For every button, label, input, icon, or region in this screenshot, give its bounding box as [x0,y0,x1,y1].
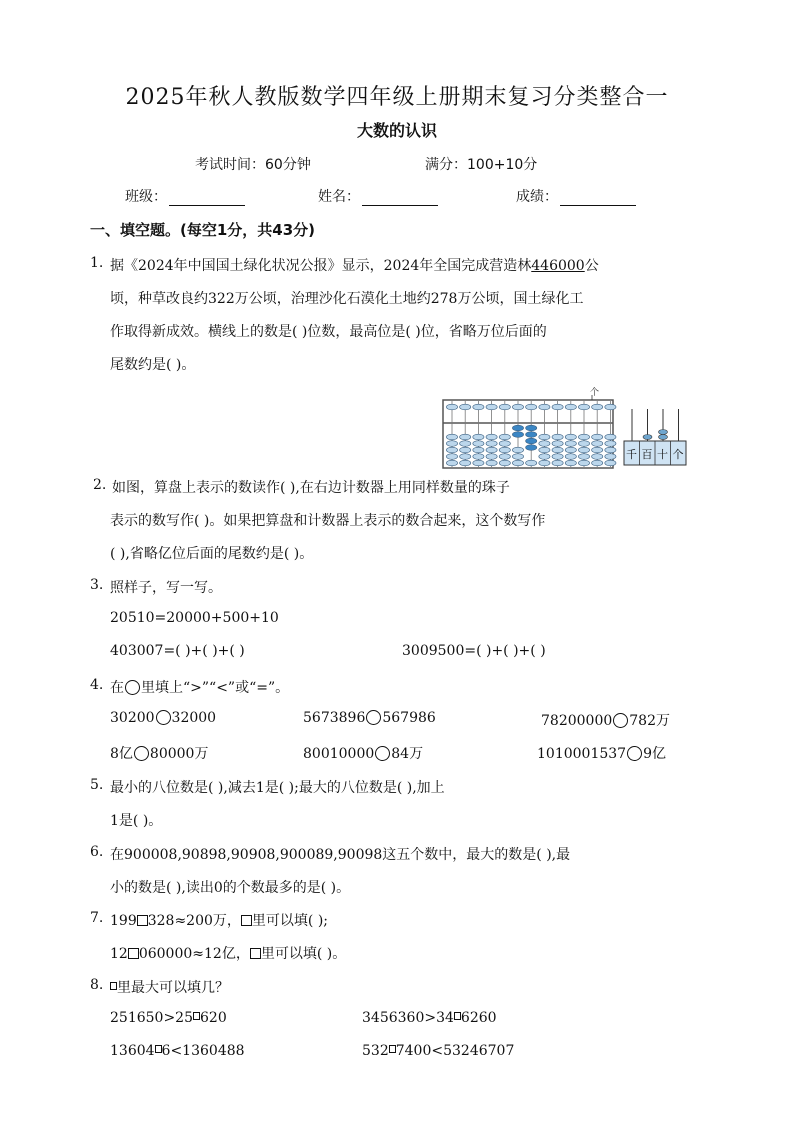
answer-square[interactable] [454,1012,461,1020]
q4-compare-5: 80010000 84万 [303,746,424,762]
abacus-bead [526,460,537,466]
answer-square[interactable] [193,1012,200,1020]
q5-line-2: 1是( )。 [110,813,163,829]
abacus-bead [446,460,457,466]
q2-line-1: 如图，算盘上表示的数读作( ),在右边计数器上用同样数量的珠子 [112,480,510,496]
q2-number: 2. [93,477,107,493]
abacus-bead [446,434,457,440]
q3-number: 3. [90,577,104,593]
q5-number: 5. [90,777,104,793]
abacus-bead [539,460,550,466]
abacus-bead [486,404,497,410]
q4-compare-1: 30200 32000 [110,710,217,726]
answer-circle[interactable] [375,746,390,761]
q8-line-1: 里最大可以填几？ [110,977,229,997]
answer-circle[interactable] [156,710,171,725]
abacus-bead [605,454,616,460]
counter [624,409,686,465]
abacus-bead [526,445,537,451]
full-score: 满分：100+10分 [425,157,538,173]
abacus-bead [473,434,484,440]
counter-bead [659,435,668,440]
q4-compare-6: 1010001537 9亿 [537,746,666,762]
square-box-icon [241,915,252,926]
page-title: 2025年秋人教版数学四年级上册期末复习分类整合一 [125,85,669,110]
q1-line-1: 据《2024年中国国土绿化状况公报》显示，2024年全国完成营造林446000公 [110,258,599,274]
abacus-bead [578,447,589,453]
score-field [516,186,636,206]
abacus-bead [605,441,616,447]
abacus-bead [578,434,589,440]
abacus-bead [460,441,471,447]
abacus-bead [539,441,550,447]
abacus-bead [539,447,550,453]
q1-line-2: 顷，种草改良约322万公顷，治理沙化石漠化土地约278万公顷，国土绿化工 [110,291,584,307]
page-subtitle: 大数的认识 [356,121,437,140]
abacus-bead [446,441,457,447]
q3-example: 20510=20000+500+10 [110,610,279,626]
abacus-bead [592,447,603,453]
q6-number: 6. [90,844,104,860]
q4-number: 4. [90,677,104,693]
abacus-bead [486,441,497,447]
abacus-bead [565,434,576,440]
q8-item-1: 251650>25 620 [110,1010,227,1026]
abacus-bead [605,447,616,453]
abacus-bead [565,441,576,447]
abacus-bead [592,434,603,440]
abacus-bead [473,404,484,410]
abacus-bead [512,460,523,466]
abacus-bead [552,404,563,410]
q3-item-2: 3009500=( )+( )+( ) [402,643,546,659]
q2-line-3: ( ),省略亿位后面的尾数约是( )。 [110,546,314,562]
exam-time: 考试时间：60分钟 [195,157,311,173]
abacus-bead [473,447,484,453]
q7-line-2: 12 060000≈12亿， 里可以填( )。 [110,946,347,962]
q7-line-1: 199 328≈200万， 里可以填( ); [110,913,329,929]
abacus-bead [578,404,589,410]
q1-line-4: 尾数约是( )。 [110,357,196,373]
abacus-bead [486,434,497,440]
q8-item-2: 3456360>34 6260 [362,1010,497,1026]
abacus-bead [578,460,589,466]
abacus-bead [592,454,603,460]
name-label: 姓名： [318,189,360,205]
abacus-bead [512,447,523,453]
circle-icon [125,680,140,695]
abacus-bead [552,441,563,447]
abacus-bead [565,454,576,460]
abacus-bead [539,404,550,410]
q7-number: 7. [90,910,104,926]
counter-rod-label: 千 [626,448,637,461]
abacus-bead [578,454,589,460]
counter-bead [659,430,668,435]
q6-line-2: 小的数是( ),读出0的个数最多的是( )。 [110,880,351,896]
counter-bead [643,435,652,440]
abacus-bead [526,432,537,438]
score-label: 成绩： [516,189,558,205]
score-blank[interactable] [560,191,636,206]
q1-number: 1. [90,255,104,271]
abacus-bead [499,460,510,466]
q4-line-1: 在 里填上“>”“<”或“=”。 [110,680,290,696]
answer-circle[interactable] [134,746,149,761]
q4-compare-2: 5673896 567986 [303,710,436,726]
abacus-bead [539,434,550,440]
q4-compare-3: 78200000 782万 [541,713,670,729]
small-square-icon [110,982,117,990]
abacus-bead [486,460,497,466]
abacus-bead [446,404,457,410]
abacus-bead [592,441,603,447]
q3-item-1: 403007=( )+( )+( ) [110,643,245,659]
abacus-bead [460,404,471,410]
class-field [125,186,245,206]
abacus-bead [446,454,457,460]
abacus-bead [605,404,616,410]
class-label: 班级： [125,189,167,205]
counter-rod-label: 十 [657,448,668,461]
answer-circle[interactable] [627,746,642,761]
abacus-top-mark: 个 [590,388,600,398]
abacus-bead [552,447,563,453]
q5-line-1: 最小的八位数是( ),减去1是( );最大的八位数是( ),加上 [110,780,445,796]
answer-square[interactable] [389,1045,396,1053]
square-box-icon [137,915,148,926]
q4-compare-4: 8亿 80000万 [110,746,209,762]
abacus [443,386,616,468]
counter-rod-label: 百 [641,448,653,461]
q3-line-1: 照样子，写一写。 [110,580,222,596]
q8-item-3: 13604 6<1360488 [110,1043,245,1059]
abacus-bead [512,425,523,431]
q1-line-3: 作取得新成效。横线上的数是( )位数，最高位是( )位，省略万位后面的 [110,324,547,340]
section-heading: 一、填空题。(每空1分，共43分) [90,221,316,239]
abacus-bead [460,447,471,453]
q8-item-4: 532 7400<53246707 [362,1043,515,1059]
abacus-bead [499,447,510,453]
abacus-bead [499,404,510,410]
answer-square[interactable] [155,1045,162,1053]
abacus-figure [440,385,700,470]
abacus-bead [499,434,510,440]
abacus-bead [565,460,576,466]
square-box-icon [250,948,261,959]
abacus-bead [552,454,563,460]
q1-underlined-number: 446000 [531,258,585,274]
q8-number: 8. [90,977,104,993]
class-blank[interactable] [169,191,245,206]
abacus-bead [460,460,471,466]
abacus-bead [605,434,616,440]
abacus-bead [499,454,510,460]
abacus-bead [473,441,484,447]
counter-rod-label: 个 [672,448,684,461]
abacus-bead [605,460,616,466]
abacus-bead [473,460,484,466]
abacus-bead [565,404,576,410]
abacus-bead [578,441,589,447]
abacus-bead [565,447,576,453]
abacus-bead [592,460,603,466]
name-blank[interactable] [362,191,438,206]
answer-circle[interactable] [613,713,628,728]
abacus-bead [460,434,471,440]
abacus-bead [526,438,537,444]
abacus-bead [539,454,550,460]
abacus-bead [486,447,497,453]
answer-circle[interactable] [366,710,381,725]
q6-line-1: 在900008,90898,90908,900089,90098这五个数中，最大的数是( ),最 [110,847,571,863]
abacus-bead [526,404,537,410]
name-field [318,186,438,206]
abacus-bead [552,460,563,466]
abacus-bead [446,447,457,453]
abacus-bead [526,425,537,431]
abacus-bead [512,432,523,438]
abacus-bead [499,441,510,447]
abacus-bead [473,454,484,460]
abacus-bead [512,404,523,410]
square-box-icon [128,948,139,959]
abacus-bead [486,454,497,460]
abacus-bead [552,434,563,440]
abacus-bead [460,454,471,460]
abacus-bead [592,404,603,410]
abacus-bead [512,454,523,460]
q2-line-2: 表示的数写作( )。如果把算盘和计数器上表示的数合起来，这个数写作 [110,513,546,529]
